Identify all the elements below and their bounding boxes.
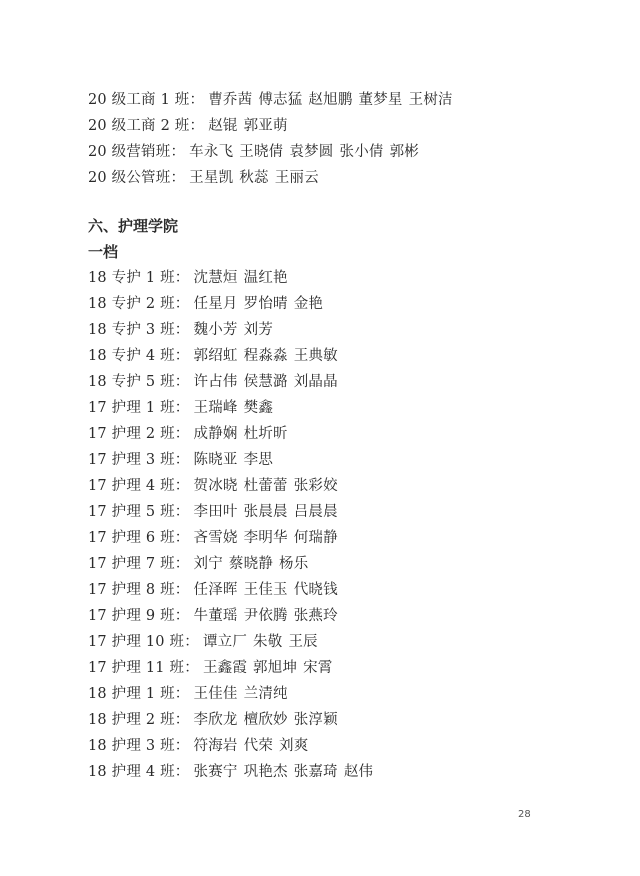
student-name: 牛董瑶 <box>193 608 238 624</box>
class-label: 20 级工商 1 班： <box>88 92 205 108</box>
class-row <box>88 603 588 629</box>
page-content <box>88 87 588 785</box>
student-name: 代晓钱 <box>293 582 338 598</box>
class-label: 17 护理 2 班： <box>88 426 190 442</box>
class-row <box>88 165 588 191</box>
student-name: 刘爽 <box>279 738 309 754</box>
class-label: 17 护理 1 班： <box>88 400 190 416</box>
student-name: 朱敬 <box>253 634 283 650</box>
student-name: 李明华 <box>243 530 288 546</box>
class-row <box>88 317 588 343</box>
student-name: 李田叶 <box>193 504 238 520</box>
student-name: 侯慧潞 <box>243 374 288 390</box>
class-label: 18 专护 5 班： <box>88 374 190 390</box>
class-row <box>88 655 588 681</box>
class-label: 17 护理 8 班： <box>88 582 190 598</box>
student-name: 张小倩 <box>339 144 384 160</box>
class-row <box>88 395 588 421</box>
student-name: 王瑞峰 <box>193 400 238 416</box>
class-label: 17 护理 7 班： <box>88 556 190 572</box>
student-name: 贺冰晓 <box>193 478 238 494</box>
page-number: 28 <box>518 809 531 820</box>
student-name: 车永飞 <box>189 144 234 160</box>
student-name: 王丽云 <box>274 170 319 186</box>
student-name: 袁梦圆 <box>289 144 334 160</box>
class-label: 17 护理 3 班： <box>88 452 190 468</box>
student-name: 陈晓亚 <box>193 452 238 468</box>
class-row <box>88 551 588 577</box>
class-row <box>88 473 588 499</box>
class-label: 18 护理 4 班： <box>88 764 190 780</box>
class-list <box>88 265 588 785</box>
student-name: 李欣龙 <box>193 712 238 728</box>
class-row <box>88 113 588 139</box>
student-name: 吕晨晨 <box>293 504 338 520</box>
class-row <box>88 291 588 317</box>
class-row <box>88 421 588 447</box>
student-name: 王鑫霞 <box>202 660 248 676</box>
student-name: 沈慧烜 <box>193 270 238 286</box>
student-name: 符海岩 <box>193 738 238 754</box>
class-label: 17 护理 6 班： <box>88 530 190 546</box>
student-name: 蔡晓静 <box>228 556 274 572</box>
student-name: 魏小芳 <box>193 322 238 338</box>
student-name: 刘芳 <box>243 322 274 338</box>
class-row <box>88 343 588 369</box>
class-row <box>88 447 588 473</box>
student-name: 谭立厂 <box>202 634 248 650</box>
student-name: 王辰 <box>288 634 318 650</box>
student-name: 杨乐 <box>279 556 309 572</box>
student-name: 兰清纯 <box>243 686 288 702</box>
class-row <box>88 87 588 113</box>
student-name: 王典敏 <box>293 348 338 364</box>
student-name: 王佳佳 <box>193 686 238 702</box>
student-name: 程淼淼 <box>243 348 288 364</box>
top-class-list <box>88 87 588 191</box>
class-label: 17 护理 5 班： <box>88 504 190 520</box>
student-name: 刘晶晶 <box>293 374 338 390</box>
student-name: 任泽晖 <box>193 582 238 598</box>
section-title: 六、护理学院 <box>88 217 179 235</box>
student-name: 王晓倩 <box>239 144 284 160</box>
class-label: 20 级营销班： <box>88 144 186 160</box>
student-name: 刘宁 <box>193 556 223 572</box>
student-name: 秋蕊 <box>239 170 269 186</box>
student-name: 傅志猛 <box>258 92 303 108</box>
student-name: 温红艳 <box>243 270 288 286</box>
student-name: 张燕玲 <box>293 608 338 624</box>
student-name: 尹依腾 <box>243 608 288 624</box>
class-row <box>88 265 588 291</box>
class-row <box>88 759 588 785</box>
class-label: 18 专护 1 班： <box>88 270 190 286</box>
class-label: 17 护理 10 班： <box>88 634 199 650</box>
class-row <box>88 525 588 551</box>
student-name: 成静娴 <box>193 426 238 442</box>
student-name: 郭旭坤 <box>253 660 298 676</box>
student-name: 张嘉琦 <box>293 764 338 780</box>
student-name: 何瑞静 <box>293 530 338 546</box>
class-label: 18 专护 4 班： <box>88 348 190 364</box>
student-name: 王佳玉 <box>243 582 288 598</box>
student-name: 杜蕾蕾 <box>243 478 288 494</box>
student-name: 郭亚萌 <box>243 118 288 134</box>
class-label: 20 级公管班： <box>88 170 186 186</box>
student-name: 曹乔茜 <box>208 92 253 108</box>
student-name: 宋霄 <box>303 660 333 676</box>
grade-title: 一档 <box>88 243 119 261</box>
student-name: 任星月 <box>193 296 238 312</box>
section-spacer <box>88 191 588 211</box>
class-label: 17 护理 11 班： <box>88 660 199 676</box>
student-name: 王树洁 <box>408 92 453 108</box>
student-name: 张赛宁 <box>193 764 238 780</box>
student-name: 王星凯 <box>189 170 234 186</box>
class-row <box>88 629 588 655</box>
class-label: 18 护理 3 班： <box>88 738 190 754</box>
class-row <box>88 577 588 603</box>
student-name: 赵锟 <box>208 118 238 134</box>
class-row <box>88 681 588 707</box>
class-row <box>88 139 588 165</box>
student-name: 樊鑫 <box>243 400 274 416</box>
student-name: 杜圻昕 <box>243 426 288 442</box>
class-row <box>88 369 588 395</box>
student-name: 赵旭鹏 <box>308 92 353 108</box>
class-label: 17 护理 9 班： <box>88 608 190 624</box>
student-name: 张晨晨 <box>243 504 288 520</box>
student-name: 郭绍虹 <box>193 348 238 364</box>
class-label: 20 级工商 2 班： <box>88 118 205 134</box>
student-name: 许占伟 <box>193 374 238 390</box>
student-name: 赵伟 <box>343 764 374 780</box>
class-row <box>88 707 588 733</box>
student-name: 巩艳杰 <box>243 764 288 780</box>
class-row <box>88 499 588 525</box>
class-label: 17 护理 4 班： <box>88 478 190 494</box>
student-name: 罗怡晴 <box>243 296 288 312</box>
student-name: 金艳 <box>293 296 324 312</box>
class-label: 18 护理 1 班： <box>88 686 190 702</box>
student-name: 吝雪娆 <box>193 530 238 546</box>
student-name: 张淳颖 <box>293 712 338 728</box>
student-name: 檀欣妙 <box>243 712 288 728</box>
class-row <box>88 733 588 759</box>
class-label: 18 专护 3 班： <box>88 322 190 338</box>
student-name: 代荣 <box>243 738 274 754</box>
student-name: 张彩姣 <box>293 478 338 494</box>
student-name: 董梦星 <box>358 92 403 108</box>
student-name: 郭彬 <box>389 144 420 160</box>
student-name: 李思 <box>243 452 274 468</box>
class-label: 18 专护 2 班： <box>88 296 190 312</box>
class-label: 18 护理 2 班： <box>88 712 190 728</box>
